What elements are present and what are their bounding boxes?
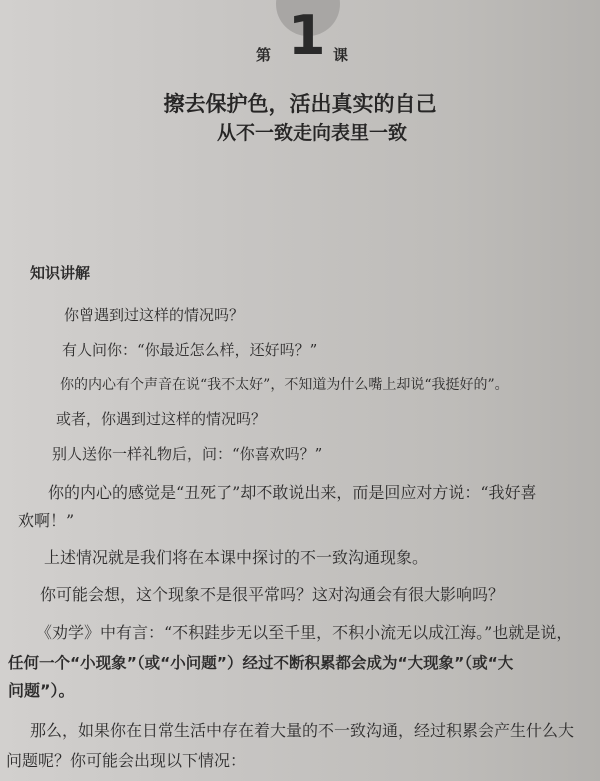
paragraph-line: 任何一个“小现象”（或“小问题”）经过不断积累都会成为“大现象”（或“大 (8, 654, 514, 672)
section-heading: 知识讲解 (30, 264, 91, 282)
paragraph-line: 问题”）。 (8, 681, 75, 700)
lesson-suffix: 课 (333, 46, 349, 64)
paragraph-line: 欢啊！” (18, 511, 75, 530)
lesson-subtitle: 从不一致走向表里一致 (216, 122, 407, 144)
paragraph-line: 你曾遇到过这样的情况吗？ (64, 306, 245, 324)
paragraph-line: 你可能会想，这个现象不是很平常吗？这对沟通会有很大影响吗？ (40, 585, 505, 604)
lesson-number: 1 (288, 4, 326, 67)
paragraph-line: 有人问你：“你最近怎么样，还好吗？” (62, 341, 318, 359)
lesson-prefix: 第 (256, 46, 272, 64)
paragraph-line: 那么，如果你在日常生活中存在着大量的不一致沟通，经过积累会产生什么大 (30, 721, 575, 740)
paragraph-line: 上述情况就是我们将在本课中探讨的不一致沟通现象。 (44, 548, 429, 567)
paragraph-line: 《劝学》中有言：“不积跬步无以至千里，不积小流无以成江海。”也就是说， (36, 623, 573, 642)
paragraph-line: 别人送你一样礼物后，问：“你喜欢吗？” (52, 445, 323, 463)
lesson-title: 擦去保护色，活出真实的自己 (163, 92, 437, 116)
paragraph-line: 或者，你遇到过这样的情况吗？ (56, 410, 267, 428)
paragraph-line: 问题呢？你可能会出现以下情况： (6, 751, 247, 770)
paragraph-line: 你的内心有个声音在说“我不太好”，不知道为什么嘴上却说“我挺好的”。 (60, 377, 509, 393)
paragraph-line: 你的内心的感觉是“丑死了”却不敢说出来，而是回应对方说：“我好喜 (48, 483, 537, 502)
